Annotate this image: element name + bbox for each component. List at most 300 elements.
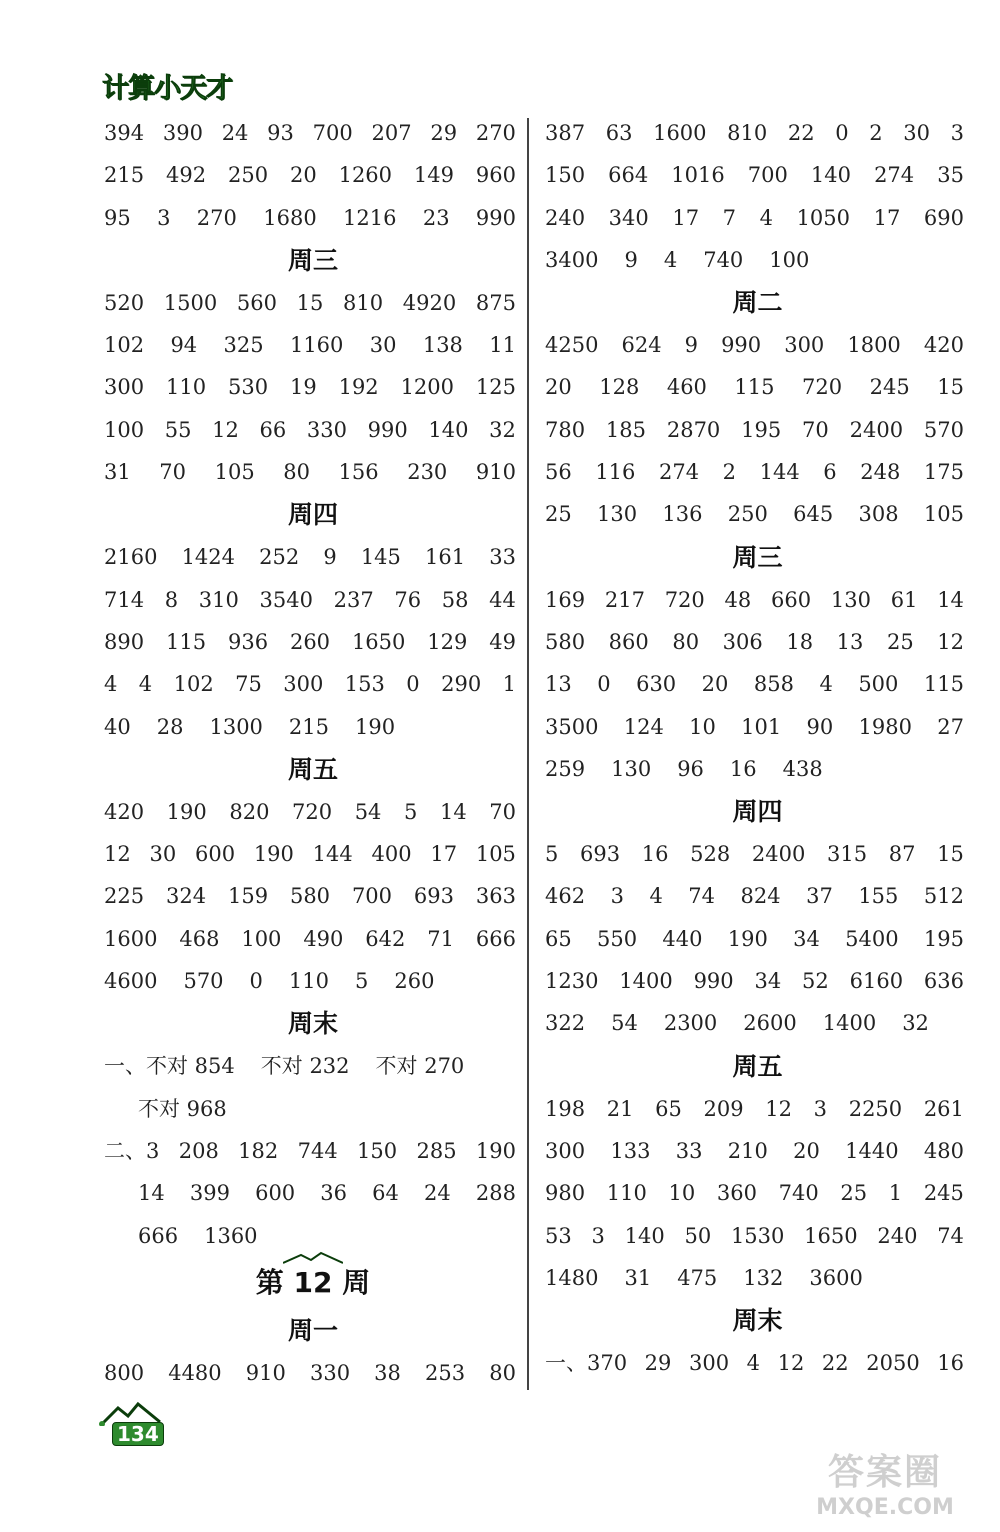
answer-value: 25 — [886, 629, 914, 654]
answer-row — [104, 1352, 522, 1394]
answer-value: 150 — [357, 1138, 398, 1163]
answer-value: 30 — [149, 842, 177, 867]
answer-value: 3600 — [809, 1265, 863, 1290]
answer-value: 860 — [608, 629, 649, 654]
answer-value: 95 — [104, 205, 131, 230]
day-heading: 周五 — [287, 754, 338, 784]
answer-value: 49 — [489, 629, 516, 654]
answer-value: 21 — [606, 1096, 634, 1121]
answer-value: 4 — [759, 205, 773, 230]
answer-value: 394 — [104, 121, 145, 145]
answer-value: 325 — [223, 333, 264, 358]
answer-value: 360 — [716, 1181, 757, 1206]
answer-value: 115 — [165, 629, 207, 654]
answer-value: 125 — [475, 375, 516, 400]
day-heading: 周三 — [732, 542, 783, 572]
day-heading: 周三 — [287, 245, 338, 275]
answer-row — [545, 748, 970, 790]
answer-value: 34 — [754, 969, 782, 994]
answer-value: 100 — [104, 417, 145, 442]
answer-value: 4480 — [168, 1360, 222, 1385]
answer-value: 149 — [413, 163, 455, 188]
answer-value: 468 — [179, 926, 220, 951]
answer-value: 480 — [923, 1138, 964, 1163]
answer-value: 720 — [664, 587, 705, 612]
answer-value: 330 — [306, 417, 348, 442]
answer-value: 824 — [740, 884, 781, 909]
answer-value: 115 — [923, 672, 964, 697]
answer-value: 15 — [937, 375, 964, 400]
answer-value: 2300 — [663, 1011, 718, 1036]
answer-value: 666 — [475, 926, 516, 951]
answer-value: 530 — [227, 375, 269, 400]
answer-value: 3540 — [259, 587, 313, 612]
answer-value: 4600 — [104, 969, 158, 994]
answer-value: 144 — [312, 842, 353, 867]
answer-value: 740 — [703, 247, 744, 272]
answer-value: 90 — [806, 714, 834, 739]
answer-value: 70 — [159, 460, 187, 485]
day-heading: 周五 — [732, 1051, 783, 1081]
answer-value: 260 — [289, 629, 331, 654]
answer-value: 570 — [923, 417, 964, 442]
answer-value: 1680 — [263, 205, 317, 230]
answer-value: 138 — [422, 333, 463, 358]
answer-value: 1050 — [796, 205, 851, 230]
answer-value: 714 — [104, 587, 145, 612]
answer-value: 300 — [688, 1351, 730, 1376]
answer-value: 102 — [173, 672, 214, 697]
answer-value: 4 — [663, 247, 678, 272]
answer-value: 12 — [104, 842, 131, 867]
answer-value: 58 — [441, 587, 469, 612]
answer-value: 1530 — [730, 1223, 785, 1248]
answer-value: 128 — [599, 375, 640, 400]
answer-value: 29 — [644, 1351, 672, 1376]
answer-value: 1400 — [822, 1011, 877, 1036]
answer-value: 不对 270 — [375, 1054, 465, 1079]
answer-value: 240 — [545, 205, 586, 230]
answer-row — [545, 1130, 970, 1172]
answer-value: 153 — [344, 672, 385, 697]
answer-value: 330 — [309, 1360, 351, 1385]
answer-value: 66 — [259, 417, 287, 442]
answer-value: 150 — [545, 163, 586, 188]
answer-value: 115 — [734, 375, 775, 400]
answer-value: 990 — [693, 969, 734, 994]
answer-value: 600 — [255, 1181, 296, 1206]
answer-value: 36 — [320, 1181, 348, 1206]
answer-value: 87 — [888, 842, 916, 867]
answer-value: 274 — [658, 460, 700, 485]
answer-value: 990 — [721, 333, 762, 358]
answer-value: 76 — [394, 587, 422, 612]
answer-value: 185 — [605, 417, 647, 442]
answer-value: 363 — [475, 884, 516, 909]
answer-value: 190 — [253, 842, 294, 867]
answer-value: 890 — [104, 629, 145, 654]
answer-value: 245 — [869, 375, 910, 400]
answer-value: 15 — [937, 842, 964, 867]
answer-value: 253 — [425, 1360, 466, 1385]
answer-value: 460 — [666, 375, 707, 400]
answer-value: 13 — [545, 672, 572, 697]
answer-value: 100 — [769, 247, 810, 272]
answer-value: 0 — [406, 672, 420, 697]
answer-value: 65 — [545, 926, 572, 951]
answer-value: 700 — [312, 121, 353, 145]
answer-value: 一、370 — [545, 1351, 628, 1376]
answer-row — [545, 366, 970, 408]
answer-value: 990 — [367, 417, 408, 442]
answer-value: 248 — [860, 460, 901, 485]
answer-row — [104, 1172, 522, 1214]
answer-value: 22 — [787, 121, 815, 145]
answer-value: 580 — [545, 629, 586, 654]
answer-value: 12 — [937, 629, 964, 654]
answer-value: 7 — [722, 205, 737, 230]
answer-value: 910 — [245, 1360, 286, 1385]
answer-value: 80 — [283, 460, 310, 485]
answer-value: 24 — [424, 1181, 451, 1206]
answer-value: 260 — [394, 969, 435, 994]
answer-value: 690 — [923, 205, 964, 230]
answer-value: 96 — [677, 756, 704, 781]
answer-row — [104, 621, 522, 663]
answer-value: 810 — [727, 121, 768, 145]
answer-value: 4 — [819, 672, 833, 697]
answer-value: 0 — [249, 969, 263, 994]
answer-value: 192 — [338, 375, 379, 400]
answer-value: 1230 — [545, 969, 599, 994]
answer-row — [545, 1257, 970, 1299]
logo-text: 计算小天才 — [102, 73, 232, 104]
answer-value: 245 — [923, 1181, 964, 1206]
answer-value: 110 — [288, 969, 330, 994]
answer-value: 31 — [624, 1265, 652, 1290]
answer-value: 5 — [545, 842, 559, 867]
answer-value: 4250 — [545, 333, 599, 358]
answer-row — [104, 1088, 522, 1130]
answer-row — [104, 409, 522, 451]
answer-row — [545, 918, 970, 960]
answer-value: 19 — [289, 375, 317, 400]
answer-value: 462 — [545, 884, 586, 909]
answer-value: 1016 — [671, 163, 725, 188]
answer-value: 3400 — [545, 247, 599, 272]
day-heading: 周末 — [732, 1306, 783, 1336]
answer-value: 270 — [475, 121, 516, 145]
answer-value: 3 — [813, 1096, 828, 1121]
answer-row — [545, 1002, 970, 1044]
answer-value: 1600 — [104, 926, 158, 951]
answer-row — [545, 1342, 970, 1384]
answer-value: 490 — [303, 926, 344, 951]
answer-value: 390 — [162, 121, 203, 145]
answer-value: 645 — [793, 502, 834, 527]
answer-value: 875 — [475, 290, 516, 315]
answer-row — [545, 663, 970, 705]
answer-value: 6160 — [849, 969, 904, 994]
answer-value: 720 — [802, 375, 843, 400]
answer-value: 0 — [597, 672, 611, 697]
answer-row — [545, 706, 970, 748]
answer-value: 9 — [684, 333, 699, 358]
answer-value: 215 — [104, 163, 145, 188]
answer-row — [104, 1130, 522, 1172]
answer-value: 40 — [104, 714, 131, 739]
answer-row — [104, 282, 522, 324]
answer-value: 161 — [425, 545, 466, 570]
answer-value: 1360 — [204, 1223, 258, 1248]
answer-value: 693 — [413, 884, 455, 909]
answer-value: 80 — [672, 629, 700, 654]
answer-value: 105 — [214, 460, 255, 485]
answer-value: 80 — [489, 1360, 516, 1385]
answer-value: 208 — [178, 1138, 219, 1163]
answer-value: 63 — [605, 121, 633, 145]
answer-value: 28 — [156, 714, 184, 739]
answer-value: 780 — [545, 417, 586, 442]
answer-row — [545, 875, 970, 917]
answer-row — [545, 451, 970, 493]
answer-value: 230 — [407, 460, 448, 485]
answer-value: 18 — [786, 629, 814, 654]
answer-value: 1800 — [847, 333, 901, 358]
answer-value: 32 — [902, 1011, 929, 1036]
answer-value: 94 — [170, 333, 198, 358]
answer-value: 55 — [164, 417, 192, 442]
answer-value: 5 — [404, 799, 418, 824]
answer-value: 155 — [858, 884, 899, 909]
answer-value: 207 — [371, 121, 412, 145]
answer-value: 990 — [475, 205, 516, 230]
answer-value: 580 — [289, 884, 331, 909]
answer-value: 105 — [475, 842, 516, 867]
answer-value: 2400 — [849, 417, 904, 442]
answer-value: 2400 — [751, 842, 806, 867]
answer-value: 102 — [104, 333, 145, 358]
answer-value: 315 — [827, 842, 868, 867]
answer-row — [104, 324, 522, 366]
answer-row — [545, 833, 970, 875]
answer-value: 190 — [166, 799, 207, 824]
answer-value: 237 — [333, 587, 374, 612]
page-number: 134 — [112, 1422, 164, 1446]
answer-value: 100 — [241, 926, 282, 951]
answer-value: 420 — [104, 799, 145, 824]
answer-value: 2050 — [866, 1351, 920, 1376]
answer-value: 6 — [823, 460, 837, 485]
answer-value: 1500 — [163, 290, 218, 315]
answer-value: 145 — [360, 545, 401, 570]
answer-value: 660 — [771, 587, 812, 612]
answer-value: 175 — [923, 460, 964, 485]
answer-value: 300 — [283, 672, 324, 697]
answer-value: 225 — [104, 884, 145, 909]
answer-value: 110 — [165, 375, 207, 400]
answer-row — [545, 1172, 970, 1214]
answer-row — [104, 960, 522, 1002]
answer-value: 130 — [611, 756, 652, 781]
answer-value: 52 — [802, 969, 829, 994]
answer-row — [104, 706, 522, 748]
answer-row — [545, 621, 970, 663]
answer-row — [545, 324, 970, 366]
answer-value: 156 — [338, 460, 379, 485]
answer-value: 570 — [183, 969, 224, 994]
answer-value: 10 — [689, 714, 716, 739]
answer-value: 2 — [869, 121, 883, 145]
answer-value: 129 — [427, 629, 468, 654]
answer-value: 93 — [267, 121, 294, 145]
column-divider — [527, 118, 529, 1390]
answer-value: 9 — [624, 247, 638, 272]
answer-row — [104, 579, 522, 621]
answer-value: 1440 — [845, 1138, 899, 1163]
answer-value: 5 — [355, 969, 369, 994]
answer-value: 38 — [374, 1360, 401, 1385]
answer-value: 1200 — [400, 375, 455, 400]
answer-value: 16 — [641, 842, 669, 867]
answer-value: 310 — [198, 587, 239, 612]
answer-value: 209 — [703, 1096, 744, 1121]
answer-value: 250 — [727, 502, 768, 527]
week-title-text: 第 12 周 — [255, 1265, 371, 1299]
answer-value: 70 — [489, 799, 516, 824]
answer-value: 50 — [684, 1223, 712, 1248]
answer-value: 740 — [778, 1181, 819, 1206]
answer-value: 3 — [591, 1223, 605, 1248]
answer-value: 1260 — [338, 163, 393, 188]
answer-value: 1300 — [209, 714, 263, 739]
answer-value: 29 — [430, 121, 458, 145]
answer-value: 240 — [877, 1223, 918, 1248]
answer-row — [545, 1088, 970, 1130]
answer-value: 136 — [662, 502, 703, 527]
answer-row — [104, 451, 522, 493]
answer-value: 37 — [806, 884, 833, 909]
answer-value: 693 — [580, 842, 621, 867]
answer-value: 20 — [701, 672, 729, 697]
answer-value: 25 — [840, 1181, 868, 1206]
day-heading: 周四 — [287, 500, 338, 530]
answer-value: 420 — [923, 333, 964, 358]
book-logo — [102, 58, 232, 104]
answer-value: 1400 — [619, 969, 673, 994]
day-heading: 周一 — [287, 1315, 338, 1345]
day-heading: 周二 — [732, 288, 783, 318]
answer-value: 12 — [212, 417, 239, 442]
answer-value: 300 — [545, 1138, 586, 1163]
answer-value: 624 — [621, 333, 662, 358]
answer-value: 630 — [636, 672, 677, 697]
answer-row — [545, 493, 970, 535]
answer-value: 54 — [354, 799, 382, 824]
answer-value: 195 — [741, 417, 782, 442]
answer-value: 14 — [138, 1181, 165, 1206]
answer-value: 636 — [923, 969, 964, 994]
answer-value: 140 — [624, 1223, 665, 1248]
answer-value: 16 — [729, 756, 757, 781]
answer-value: 70 — [802, 417, 829, 442]
answer-value: 不对 968 — [138, 1096, 227, 1121]
answer-value: 27 — [937, 714, 964, 739]
answer-value: 14 — [937, 587, 964, 612]
answer-value: 20 — [793, 1138, 820, 1163]
answer-value: 198 — [545, 1096, 586, 1121]
answer-row — [545, 112, 970, 154]
answer-value: 20 — [289, 163, 317, 188]
answer-value: 74 — [688, 884, 716, 909]
watermark-logo: 答案圈 — [827, 1452, 942, 1493]
answer-value: 8 — [164, 587, 179, 612]
answer-value: 30 — [903, 121, 930, 145]
answer-value: 910 — [475, 460, 516, 485]
answer-value: 34 — [793, 926, 820, 951]
answer-row — [104, 875, 522, 917]
answer-value: 642 — [365, 926, 406, 951]
answer-value: 215 — [288, 714, 330, 739]
answer-value: 1980 — [858, 714, 912, 739]
answer-value: 1600 — [653, 121, 707, 145]
answer-value: 308 — [858, 502, 899, 527]
answer-value: 65 — [655, 1096, 682, 1121]
answer-value: 53 — [545, 1223, 572, 1248]
watermark — [790, 1444, 980, 1524]
answer-row — [545, 409, 970, 451]
answer-value: 13 — [836, 629, 864, 654]
answer-value: 210 — [727, 1138, 768, 1163]
answer-value: 512 — [923, 884, 964, 909]
answer-value: 1216 — [343, 205, 397, 230]
answer-value: 30 — [369, 333, 397, 358]
answer-value: 133 — [610, 1138, 651, 1163]
answer-value: 2 — [722, 460, 737, 485]
answer-value: 399 — [189, 1181, 230, 1206]
answer-value: 11 — [489, 333, 516, 358]
answer-value: 14 — [439, 799, 467, 824]
answer-value: 1650 — [351, 629, 406, 654]
answer-row — [545, 239, 970, 281]
answer-value: 144 — [759, 460, 800, 485]
answer-value: 169 — [545, 587, 586, 612]
answer-value: 15 — [296, 290, 324, 315]
answer-row — [104, 833, 522, 875]
answer-value: 5400 — [845, 926, 899, 951]
answer-value: 217 — [604, 587, 645, 612]
answer-value: 2600 — [743, 1011, 797, 1036]
answer-value: 140 — [810, 163, 852, 188]
answer-row — [545, 579, 970, 621]
answer-value: 132 — [743, 1265, 784, 1290]
answer-value: 492 — [165, 163, 207, 188]
answer-value: 12 — [777, 1351, 805, 1376]
answer-value: 56 — [545, 460, 572, 485]
answer-value: 550 — [597, 926, 638, 951]
answer-row — [104, 1045, 522, 1087]
page-number-badge — [98, 1400, 168, 1448]
answer-value: 980 — [545, 1181, 586, 1206]
left-answer-column — [104, 112, 522, 1394]
answer-value: 2160 — [104, 545, 158, 570]
answer-value: 1160 — [289, 333, 344, 358]
answer-value: 306 — [722, 629, 763, 654]
answer-value: 250 — [227, 163, 269, 188]
answer-value: 2870 — [666, 417, 721, 442]
answer-value: 124 — [623, 714, 664, 739]
answer-value: 182 — [238, 1138, 279, 1163]
